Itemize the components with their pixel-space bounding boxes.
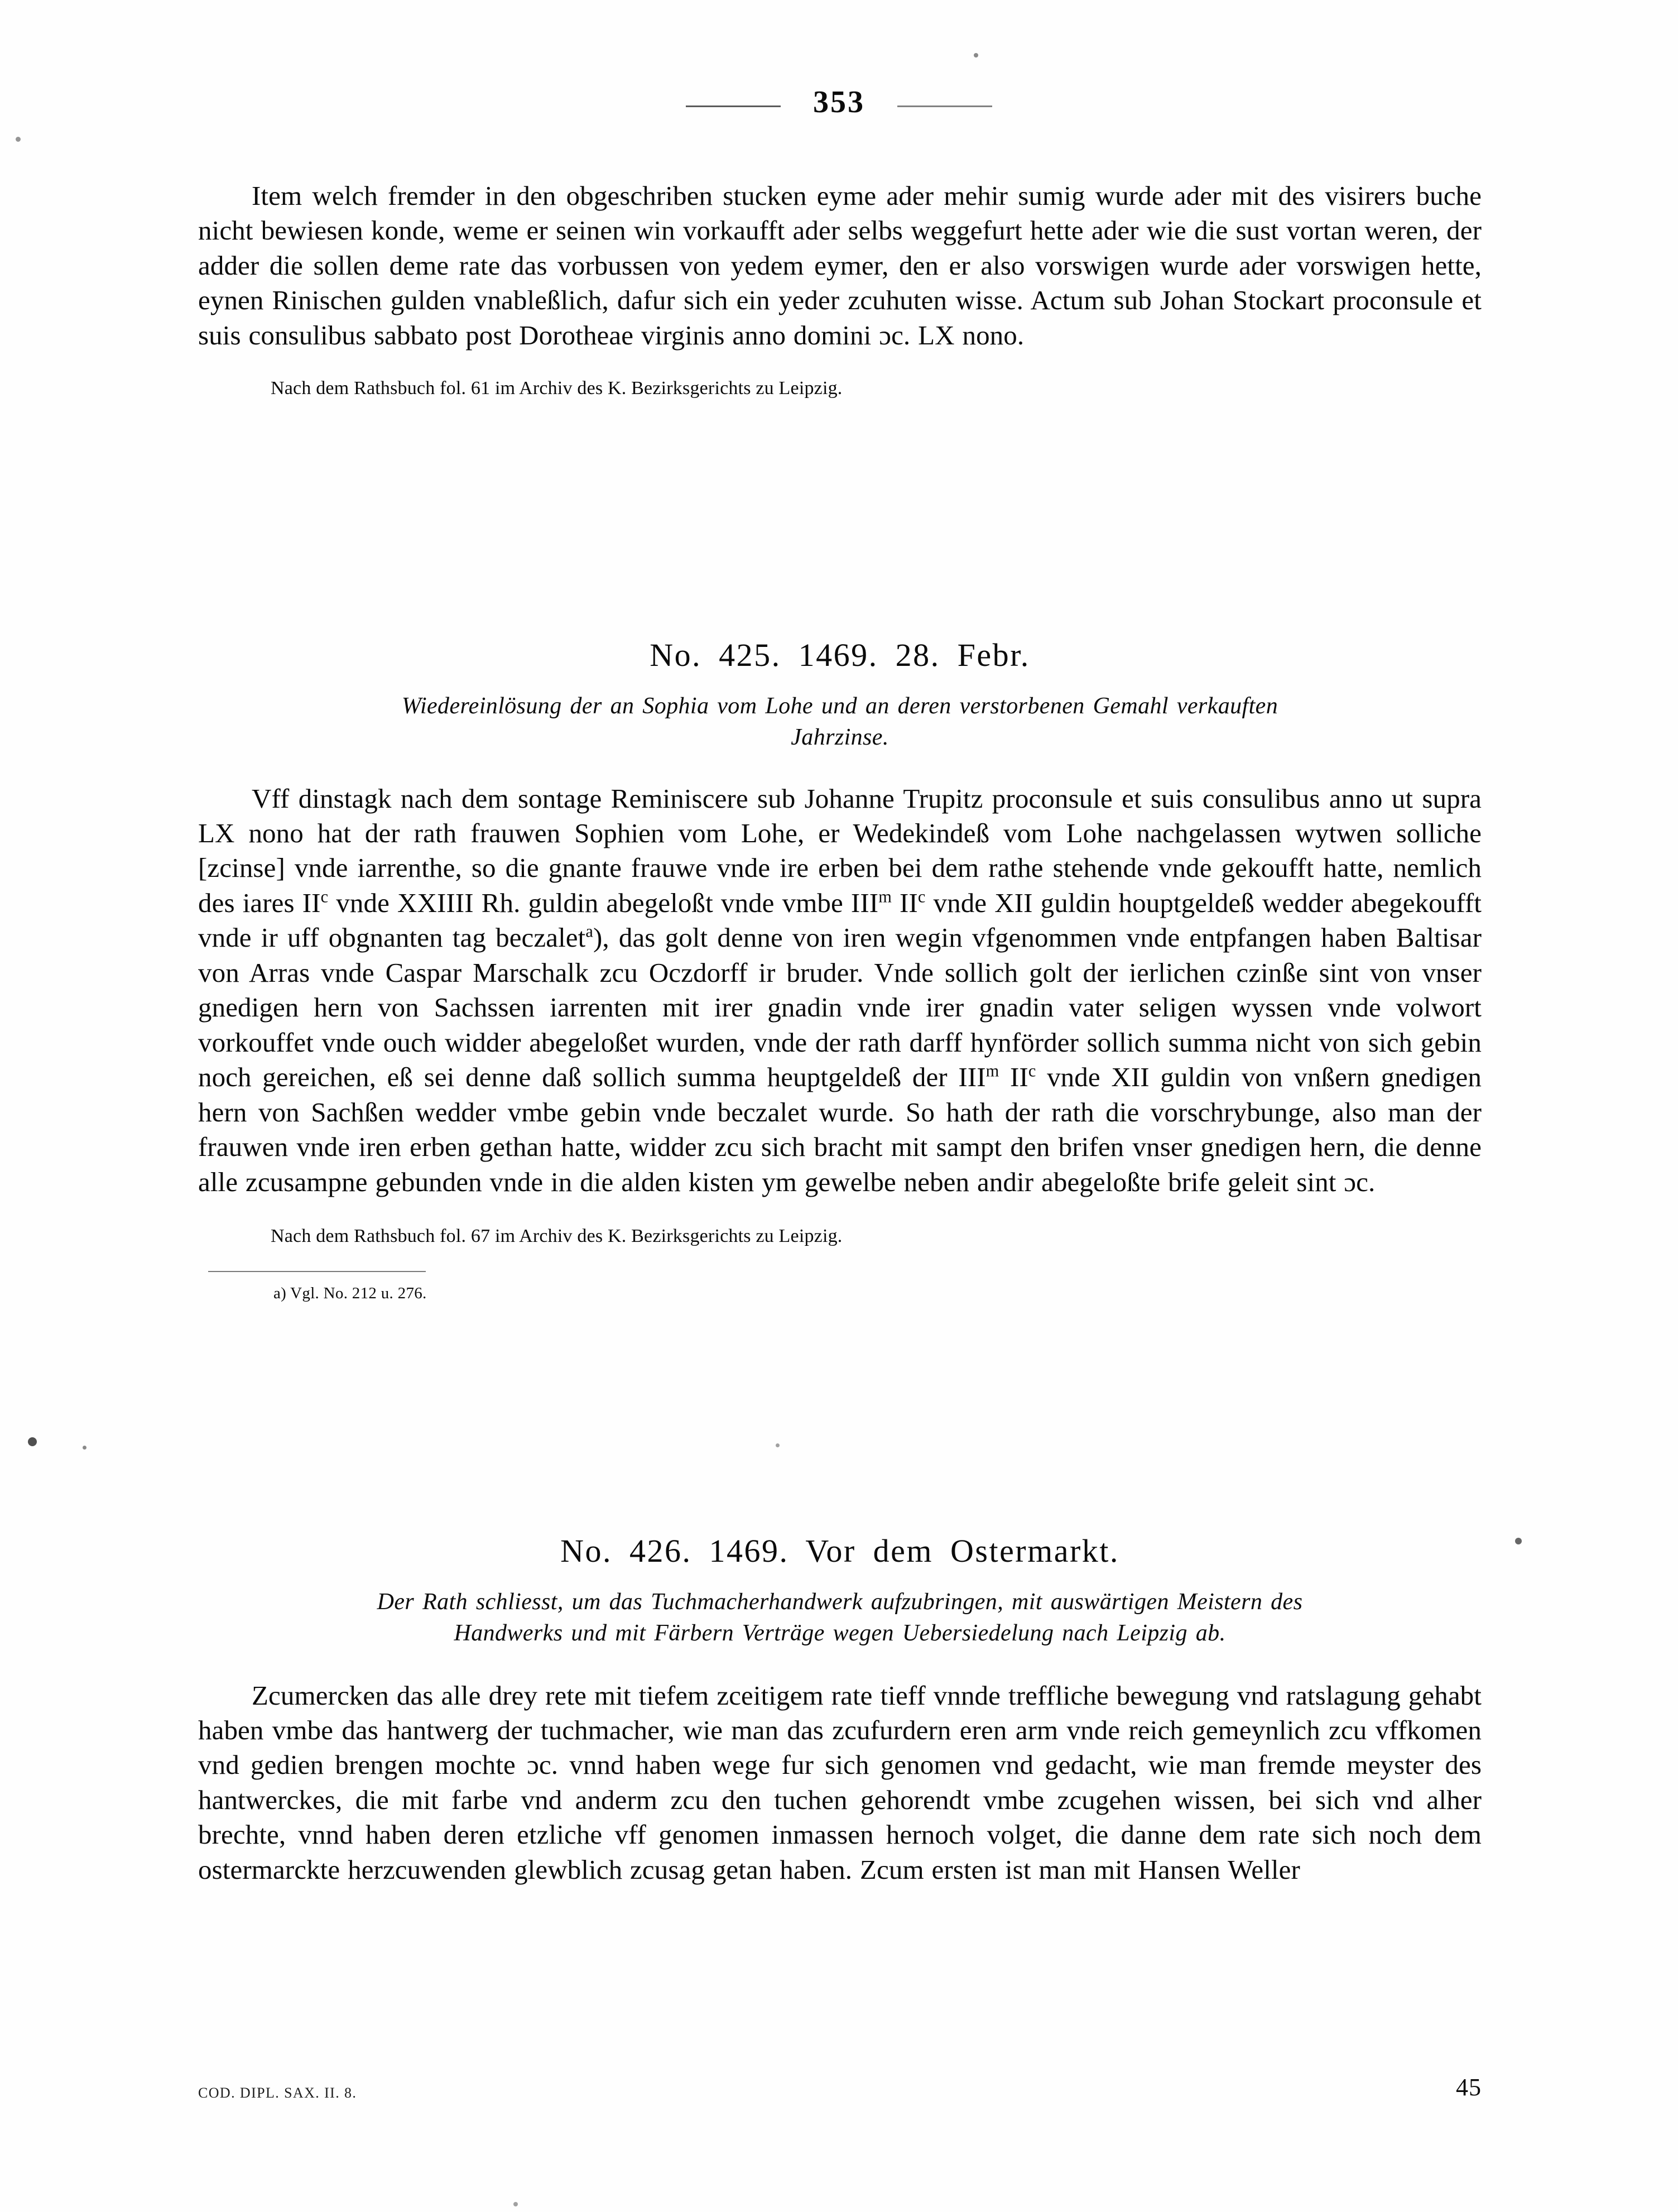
superscript-m: m: [878, 887, 892, 906]
superscript-c: c: [320, 887, 329, 906]
head-rule-left: [686, 105, 781, 107]
entry-425-body-part2: vnde XXIIII Rh. guldin abegeloßt vnde vmbe III: [328, 887, 879, 918]
sheet-signature: COD. DIPL. SAX. II. 8.: [198, 2085, 357, 2101]
entry-425-body-part1: Vff dinstagk nach dem sontage Reminiscere sub Johanne Trupitz proconsule et suis consulibus anno ut supra LX nono hat der rath frauwen Sophien vom Lohe, er Wedekindeß vom Lohe nachgelassen wytwen solliche [zcinse] vnde iarrenthe, so die gnante frauwe vnde ire erben bei dem rathe stehende vnde gekoufft hatte, nemlich des iares II: [198, 783, 1482, 918]
entry-425-body-part4: vnde XII guldin houptgeldeß wedder abegekoufft vnde ir uff obgnanten tag beczalet: [198, 887, 1482, 953]
scan-speck: [28, 1437, 37, 1446]
folio-number: 353: [813, 85, 865, 119]
head-rule-right: [897, 105, 992, 107]
entry-426-subtitle: [198, 1586, 1482, 1649]
entry-425-source-note: Nach dem Rathsbuch fol. 67 im Archiv des K. Bezirksgerichts zu Leipzig.: [271, 1226, 843, 1247]
superscript-m: m: [985, 1061, 999, 1081]
superscript-c: c: [917, 887, 926, 906]
entry-426-body: Zcumercken das alle drey rete mit tiefem zceitigem rate tieff vnnde treffliche bewegung vnd ratslagung gehabt haben vmbe das hantwerg der tuchmacher, wie man das zcufurdern eren arm vnde reich gemeynlich zcu vffkomen vnd gedien brengen mochte ɔc. vnnd haben wege fur sich genomen vnd gedacht, wie man fremde meyster des hantwerckes, die mit farbe vnd anderm zcu den tuchen gehorendt vmbe zcugehen wissen, bei sich vnd alher brechte, vnnd haben deren etzliche vff genomen inmassen hernoch volget, die danne dem rate sich noch dem ostermarckte herzcuwenden glewblich zcusag getan haben. Zcum ersten ist man mit Hansen Weller: [198, 1680, 1482, 1885]
footnote-separator-rule: [208, 1271, 426, 1272]
entry-continued: [198, 179, 1482, 401]
entry-425-subtitle-line1: Wiedereinlösung der an Sophia vom Lohe und an deren verstorbenen Gemahl verkauften: [401, 693, 1278, 719]
entry-426-subtitle-line2: Handwerks und mit Färbern Verträge wegen Uebersiedelung nach Leipzig ab.: [454, 1620, 1226, 1647]
entry-425-body: [198, 781, 1482, 1200]
entry-425-body-part5: ), das golt denne von iren wegin vfgenommen vnde entpfangen haben Baltisar von Arras vnde Caspar Marschalk zcu Oczdorff ir bruder. Vnde sollich golt der ierlichen czinße sint von vnser gnedigen hern von Sachssen iarrenten mit irer gnadin vnde irer gnadin vater seligen wyssen vnde volwort vorkouffet vnde ouch widder abegeloßet wurden, vnde der rath darff hynförder sollich summa nicht von sich gebin noch gereichen, eß sei denne daß sollich summa heuptgeldeß der III: [198, 922, 1482, 1093]
superscript-c: c: [1028, 1061, 1036, 1081]
scan-speck: [16, 137, 21, 142]
sheet-number: 45: [1456, 2074, 1482, 2101]
entry-426-heading: No. 426. 1469. Vor dem Ostermarkt.: [560, 1533, 1119, 1569]
scan-speck: [513, 2202, 518, 2206]
colophon: [198, 2073, 1482, 2101]
entry-425-footnote: a) Vgl. No. 212 u. 276.: [273, 1284, 427, 1303]
entry-continued-body: Item welch fremder in den obgeschriben stucken eyme ader mehir sumig wurde ader mit des visirers buche nicht bewiesen konde, weme er seinen win vorkaufft ader selbs weggefurt hette ader wie die sust vortan weren, der adder die sollen deme rate das vorbussen von yedem eymer, den er also vorswigen wurde ader vorswigen hette, eynen Rinischen gulden vnableßlich, dafur sich ein yeder zcuhuten wisse. Actum sub Johan Stockart proconsule et suis consulibus sabbato post Dorotheae virginis anno domini ɔc. LX nono.: [198, 180, 1482, 351]
entry-426-subtitle-line1: Der Rath schliesst, um das Tuchmacherhandwerk aufzubringen, mit auswärtigen Meistern des: [377, 1589, 1303, 1615]
entry-425: [198, 636, 1482, 1303]
entry-425-body-part7: vnde XII guldin von vnßern gnedigen hern von Sachßen wedder vmbe gebin vnde beczalet wurde. So hath der rath die vorschrybunge, also man der frauwen vnde iren erben gethan hatte, widder zcu sich bracht mit sampt den brifen vnser gnedigen hern, die denne alle zcusampne gebunden vnde in die alden kisten ym gewelbe neben andir abegeloßte brife geleit sint ɔc.: [198, 1062, 1482, 1197]
scan-speck: [83, 1446, 86, 1450]
scan-speck: [974, 53, 978, 57]
entry-425-body-part6: II: [999, 1062, 1028, 1093]
scan-speck: [1515, 1538, 1522, 1544]
entry-continued-source-note: Nach dem Rathsbuch fol. 61 im Archiv des K. Bezirksgerichts zu Leipzig.: [271, 378, 843, 399]
scan-speck: [776, 1443, 780, 1447]
entry-425-heading: No. 425. 1469. 28. Febr.: [650, 637, 1030, 673]
footnote-marker-a: a: [585, 922, 593, 942]
running-head: [0, 87, 1678, 118]
entry-425-subtitle-line2: Jahrzinse.: [791, 724, 889, 751]
entry-425-subtitle: [198, 690, 1482, 754]
entry-426: [198, 1532, 1482, 1887]
entry-425-body-part3: II: [891, 887, 918, 918]
